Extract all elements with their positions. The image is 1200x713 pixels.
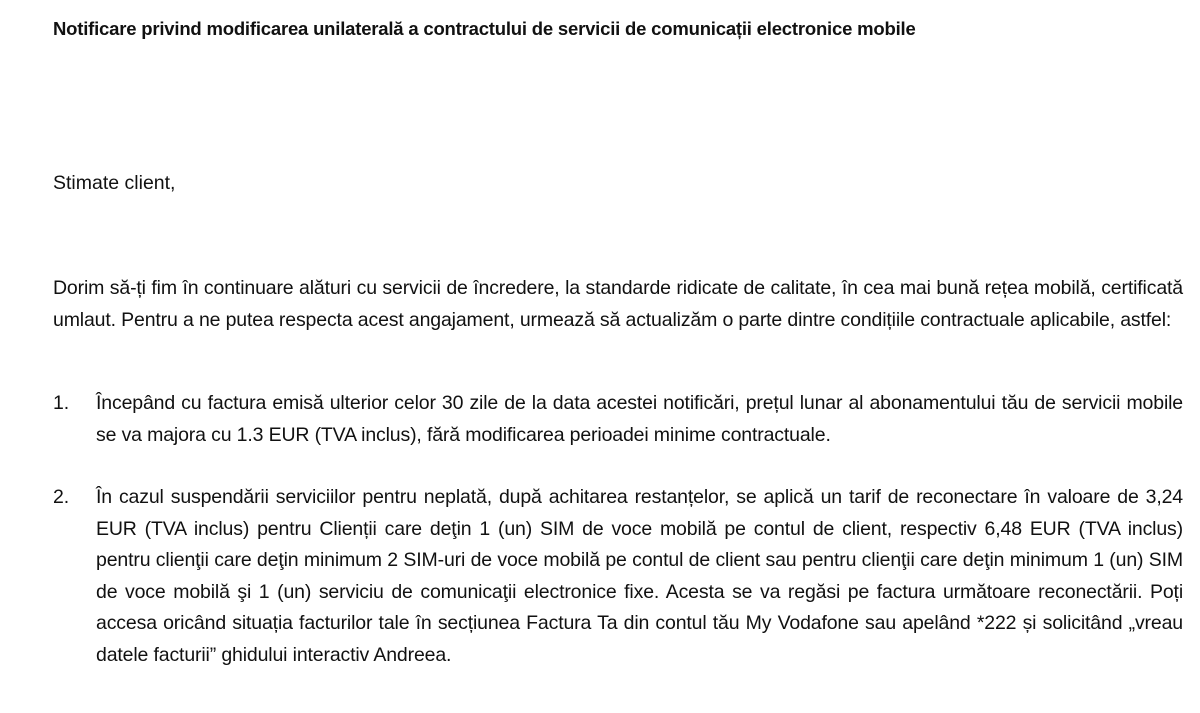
list-item bbox=[53, 482, 1183, 671]
greeting: Stimate client, bbox=[53, 172, 176, 194]
document-title: Notificare privind modificarea unilaterală a contractului de servicii de comunicații electronice mobile bbox=[53, 18, 916, 39]
list-item-number: 2. bbox=[53, 486, 69, 508]
list-item-text: Începând cu factura emisă ulterior celor 30 zile de la data acestei notificări, prețul lunar al abonamentului tău de servicii mobile se va majora cu 1.3 EUR (TVA inclus), fără modificarea perioadei minime contractuale. bbox=[96, 392, 1183, 446]
list-item-number: 1. bbox=[53, 392, 69, 414]
list-item bbox=[53, 388, 1183, 451]
intro-paragraph: Dorim să-ți fim în continuare alături cu servicii de încredere, la standarde ridicate de calitate, în cea mai bună rețea mobilă, certificată umlaut. Pentru a ne putea respecta acest angajament, urmează să actualizăm o parte dintre condițiile contractuale aplicabile, astfel: bbox=[53, 277, 1183, 331]
list-item-text: În cazul suspendării serviciilor pentru neplată, după achitarea restanțelor, se aplică un tarif de reconectare în valoare de 3,24 EUR (TVA inclus) pentru Clienții care deţin 1 (un) SIM de voce mobilă pe contul de client, respectiv 6,48 EUR (TVA inclus) pentru clienţii care deţin minimum 2 SIM-uri de voce mobilă pe contul de client sau pentru clienţii care deţin minimum 1 (un) SIM de voce mobilă şi 1 (un) serviciu de comunicaţii electronice fixe. Acesta se va regăsi pe factura următoare reconectării. Poți accesa oricând situația facturilor tale în secțiunea Factura Ta din contul tău My Vodafone sau apelând *222 și solicitând „vreau datele facturii” ghidului interactiv Andreea. bbox=[96, 486, 1183, 666]
